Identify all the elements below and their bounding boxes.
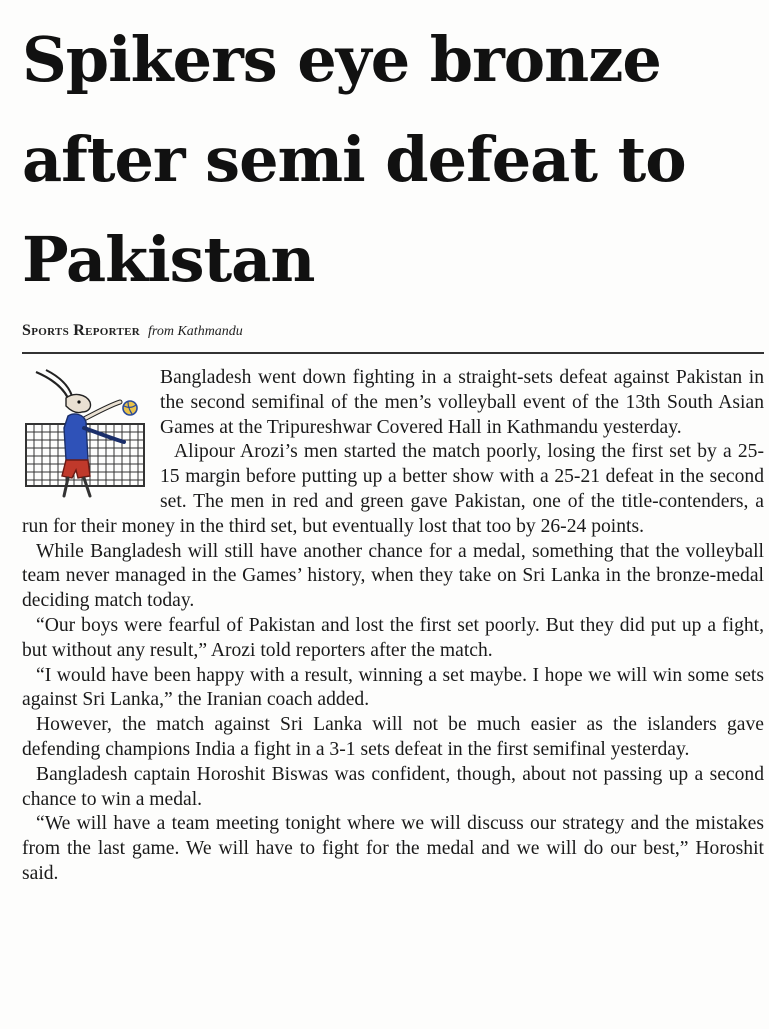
volleyball-icon (123, 401, 137, 415)
article-paragraph: “Our boys were fearful of Pakistan and lost the first set poorly. But they did put up a fight, but without any result,” Arozi told reporters after the match. (22, 614, 764, 661)
byline-reporter: Sports Reporter (22, 322, 141, 339)
article-byline (22, 322, 243, 340)
article-paragraph: Bangladesh went down fighting in a straight-sets defeat against Pakistan in the second semifinal of the men’s volleyball event of the 13th South Asian Games at the Tripureshwar Covered Hall in Kathmandu yesterday. (160, 367, 764, 438)
byline-location: from Kathmandu (148, 324, 243, 339)
article-paragraph: “I would have been happy with a result, winning a set maybe. I hope we will win some sets against Sri Lanka,” the Iranian coach added. (22, 664, 764, 711)
article-paragraph: Bangladesh captain Horoshit Biswas was confident, though, about not passing up a second chance to win a medal. (22, 763, 764, 810)
article-paragraph: Alipour Arozi’s men started the match poorly, losing the first set by a 25-15 margin before putting up a better show with a 25-21 defeat in the second set. The men in red and green gave Pakistan, one of the title-contenders, a run for their money in the third set, but eventually lost that too by 26-24 points. (22, 441, 764, 537)
byline-divider (22, 352, 764, 354)
article-headline: Spikers eye bronze after semi defeat to Pakistan (22, 23, 686, 296)
article-paragraph: “We will have a team meeting tonight where we will discuss our strategy and the mistakes from the last game. We will have to fight for the medal and we will do our best,” Horoshit said. (22, 813, 764, 884)
article-paragraph: However, the match against Sri Lanka will not be much easier as the islanders gave defending champions India a fight in a 3-1 sets defeat in the first semifinal yesterday. (22, 714, 764, 760)
article-paragraph: While Bangladesh will still have another chance for a medal, something that the volleyball team never managed in the Games’ history, when they take on Sri Lanka in the bronze-medal deciding match today. (22, 540, 764, 612)
volleyball-mascot-icon (24, 368, 152, 500)
